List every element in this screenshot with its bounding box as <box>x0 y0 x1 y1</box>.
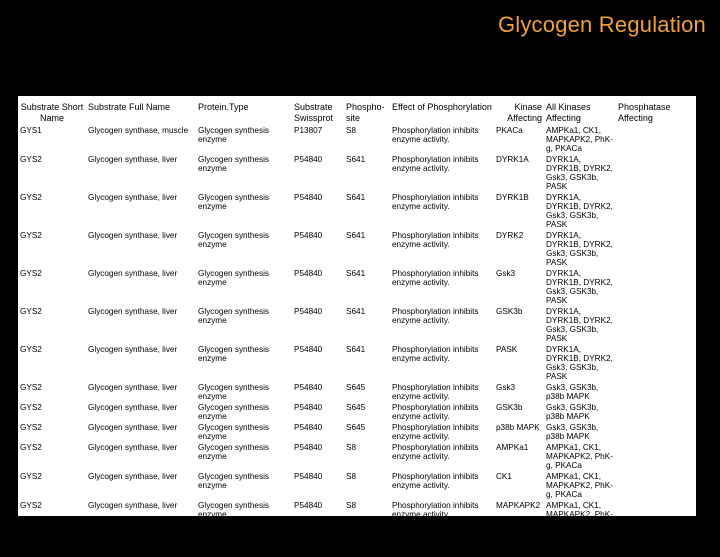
cell-short-name: GYS2 <box>20 345 42 354</box>
cell-phospho-site: S641 <box>346 345 366 354</box>
cell-phosphatase <box>616 191 696 229</box>
cell-short-name: GYS2 <box>20 155 42 164</box>
table-header-row <box>18 96 696 124</box>
table-body <box>18 124 696 557</box>
table-row <box>18 528 696 557</box>
table-row <box>18 153 696 191</box>
cell-protein-type: Glycogen synthesis enzyme <box>198 126 269 144</box>
table-row <box>18 229 696 267</box>
cell-swissprot: P54840 <box>294 345 323 354</box>
cell-kinase: PhK-g <box>496 530 519 539</box>
cell-kinase: Gsk3 <box>496 383 516 392</box>
slide-title: Glycogen Regulation <box>497 12 706 37</box>
cell-phosphatase <box>616 124 696 153</box>
cell-all-kinases: AMPKa1, CK1, MAPKAPK2, PhK-g, PKACa <box>546 443 613 470</box>
cell-phosphatase <box>616 499 696 528</box>
cell-phospho-site: S645 <box>346 423 366 432</box>
cell-full-name: Glycogen synthase, liver <box>88 403 178 412</box>
cell-phosphatase <box>616 343 696 381</box>
cell-phosphatase <box>616 381 696 401</box>
cell-effect: Phosphorylation inhibits enzyme activity. <box>392 443 479 461</box>
cell-full-name: Glycogen synthase, liver <box>88 423 178 432</box>
table-row <box>18 470 696 499</box>
header-protein-type: Protein.Type <box>198 102 249 112</box>
cell-full-name: Glycogen synthase, liver <box>88 269 178 278</box>
cell-all-kinases: DYRK1A, DYRK1B, DYRK2, Gsk3, GSK3b, PASK <box>546 345 613 381</box>
cell-all-kinases: AMPKa1, CK1, MAPKAPK2, PhK-g, PKACa <box>546 501 613 528</box>
table-row <box>18 267 696 305</box>
cell-kinase: GSK3b <box>496 307 523 316</box>
cell-effect: Phosphorylation inhibits enzyme activity. <box>392 423 479 441</box>
cell-short-name: GYS2 <box>20 403 42 412</box>
cell-short-name: GYS2 <box>20 383 42 392</box>
cell-all-kinases: DYRK1A, DYRK1B, DYRK2, Gsk3, GSK3b, PASK <box>546 231 613 267</box>
cell-protein-type: Glycogen synthesis enzyme <box>198 501 269 519</box>
cell-kinase: GSK3b <box>496 403 523 412</box>
header-phosphatase: Phosphatase Affecting <box>618 102 671 123</box>
table-row <box>18 381 696 401</box>
cell-short-name: GYS2 <box>20 501 42 510</box>
cell-effect: Phosphorylation inhibits enzyme activity. <box>392 383 479 401</box>
cell-all-kinases: Gsk3, GSK3b, p38b MAPK <box>546 423 599 441</box>
cell-swissprot: P54840 <box>294 231 323 240</box>
header-short-name: Substrate Short Name <box>20 102 84 123</box>
cell-swissprot: P54840 <box>294 403 323 412</box>
cell-full-name: Glycogen synthase, liver <box>88 307 178 316</box>
cell-effect: Phosphorylation inhibits enzyme activity. <box>392 126 479 144</box>
table-row <box>18 421 696 441</box>
table-row <box>18 441 696 470</box>
cell-phospho-site: S641 <box>346 155 366 164</box>
cell-kinase: AMPKa1 <box>496 443 529 452</box>
cell-protein-type: Glycogen synthesis enzyme <box>198 155 269 173</box>
cell-all-kinases: Gsk3, GSK3b, p38b MAPK <box>546 403 599 421</box>
cell-full-name: Glycogen synthase, liver <box>88 472 178 481</box>
cell-swissprot: P13807 <box>294 126 323 135</box>
cell-effect: Phosphorylation inhibits enzyme activity. <box>392 231 479 249</box>
cell-short-name: GYS2 <box>20 269 42 278</box>
cell-protein-type: Glycogen synthesis enzyme <box>198 530 269 548</box>
cell-kinase: PKACa <box>496 126 523 135</box>
cell-swissprot: P54840 <box>294 383 323 392</box>
cell-swissprot: P54840 <box>294 269 323 278</box>
cell-protein-type: Glycogen synthesis enzyme <box>198 423 269 441</box>
cell-phospho-site: S8 <box>346 472 357 481</box>
cell-protein-type: Glycogen synthesis enzyme <box>198 193 269 211</box>
cell-short-name: GYS2 <box>20 472 42 481</box>
cell-kinase: p38b MAPK <box>496 423 540 432</box>
cell-kinase: DYRK1A <box>496 155 529 164</box>
cell-protein-type: Glycogen synthesis enzyme <box>198 269 269 287</box>
header-phospho-site: Phospho-site <box>346 102 385 123</box>
cell-protein-type: Glycogen synthesis enzyme <box>198 472 269 490</box>
cell-phosphatase <box>616 267 696 305</box>
cell-all-kinases: Gsk3, GSK3b, p38b MAPK <box>546 383 599 401</box>
cell-short-name: GYS2 <box>20 443 42 452</box>
cell-effect: Phosphorylation inhibits enzyme activity. <box>392 501 479 519</box>
cell-short-name: GYS2 <box>20 193 42 202</box>
table-row <box>18 401 696 421</box>
cell-short-name: GYS2 <box>20 307 42 316</box>
cell-full-name: Glycogen synthase, liver <box>88 530 178 539</box>
header-kinase: Kinase Affecting <box>507 102 542 123</box>
cell-full-name: Glycogen synthase, liver <box>88 501 178 510</box>
table-row <box>18 124 696 153</box>
header-full-name: Substrate Full Name <box>88 102 171 112</box>
cell-swissprot: P54840 <box>294 443 323 452</box>
cell-full-name: Glycogen synthase, liver <box>88 443 178 452</box>
cell-full-name: Glycogen synthase, muscle <box>88 126 189 135</box>
cell-phospho-site: S8 <box>346 501 357 510</box>
cell-phosphatase <box>616 528 696 557</box>
cell-swissprot: P54840 <box>294 155 323 164</box>
cell-phosphatase <box>616 153 696 191</box>
cell-protein-type: Glycogen synthesis enzyme <box>198 383 269 401</box>
cell-effect: Phosphorylation inhibits enzyme activity. <box>392 155 479 173</box>
cell-phosphatase <box>616 441 696 470</box>
cell-effect: Phosphorylation inhibits enzyme activity. <box>392 193 479 211</box>
cell-effect: Phosphorylation inhibits enzyme activity. <box>392 307 479 325</box>
cell-swissprot: P54840 <box>294 472 323 481</box>
cell-kinase: DYRK2 <box>496 231 524 240</box>
cell-effect: Phosphorylation inhibits enzyme activity. <box>392 472 479 490</box>
cell-phospho-site: S641 <box>346 193 366 202</box>
cell-all-kinases: DYRK1A, DYRK1B, DYRK2, Gsk3, GSK3b, PASK <box>546 269 613 305</box>
cell-protein-type: Glycogen synthesis enzyme <box>198 443 269 461</box>
header-swissprot: Substrate Swissprot <box>294 102 334 123</box>
cell-all-kinases: AMPKa1, CK1, MAPKAPK2, PhK-g, PKACa <box>546 530 613 557</box>
cell-full-name: Glycogen synthase, liver <box>88 155 178 164</box>
cell-phosphatase <box>616 470 696 499</box>
cell-swissprot: P54840 <box>294 423 323 432</box>
cell-kinase: Gsk3 <box>496 269 516 278</box>
cell-phospho-site: S641 <box>346 269 366 278</box>
cell-all-kinases: DYRK1A, DYRK1B, DYRK2, Gsk3, GSK3b, PASK <box>546 307 613 343</box>
cell-all-kinases: DYRK1A, DYRK1B, DYRK2, Gsk3, GSK3b, PASK <box>546 193 613 229</box>
cell-phospho-site: S645 <box>346 383 366 392</box>
cell-all-kinases: DYRK1A, DYRK1B, DYRK2, Gsk3, GSK3b, PASK <box>546 155 613 191</box>
cell-phosphatase <box>616 401 696 421</box>
cell-full-name: Glycogen synthase, liver <box>88 193 178 202</box>
cell-phospho-site: S641 <box>346 307 366 316</box>
cell-phospho-site: S641 <box>346 231 366 240</box>
cell-phosphatase <box>616 229 696 267</box>
cell-kinase: MAPKAPK2 <box>496 501 541 510</box>
cell-protein-type: Glycogen synthesis enzyme <box>198 345 269 363</box>
cell-effect: Phosphorylation inhibits enzyme activity. <box>392 269 479 287</box>
table-row <box>18 305 696 343</box>
cell-full-name: Glycogen synthase, liver <box>88 345 178 354</box>
table-row <box>18 343 696 381</box>
cell-kinase: PASK <box>496 345 518 354</box>
cell-full-name: Glycogen synthase, liver <box>88 383 178 392</box>
cell-effect: Phosphorylation inhibits enzyme activity. <box>392 345 479 363</box>
header-all-kinases: All Kinases Affecting <box>546 102 591 123</box>
cell-kinase: CK1 <box>496 472 512 481</box>
cell-phospho-site: S8 <box>346 530 357 539</box>
cell-protein-type: Glycogen synthesis enzyme <box>198 403 269 421</box>
header-effect: Effect of Phosphorylation <box>392 102 492 112</box>
cell-phosphatase <box>616 305 696 343</box>
cell-all-kinases: AMPKa1, CK1, MAPKAPK2, PhK-g, PKACa <box>546 126 613 153</box>
cell-swissprot: P54840 <box>294 501 323 510</box>
cell-phospho-site: S8 <box>346 126 357 135</box>
substrate-table-container <box>18 96 696 557</box>
cell-full-name: Glycogen synthase, liver <box>88 231 178 240</box>
cell-phospho-site: S645 <box>346 403 366 412</box>
cell-phospho-site: S8 <box>346 443 357 452</box>
cell-swissprot: P54840 <box>294 193 323 202</box>
substrate-table <box>18 96 696 557</box>
cell-short-name: GYS2 <box>20 423 42 432</box>
cell-swissprot: P54840 <box>294 530 323 539</box>
cell-all-kinases: AMPKa1, CK1, MAPKAPK2, PhK-g, PKACa <box>546 472 613 499</box>
table-row <box>18 191 696 229</box>
cell-kinase: DYRK1B <box>496 193 529 202</box>
table-row <box>18 499 696 528</box>
cell-effect: Phosphorylation inhibits enzyme activity. <box>392 403 479 421</box>
cell-short-name: GYS1 <box>20 126 42 135</box>
cell-short-name: GYS2 <box>20 530 42 539</box>
cell-protein-type: Glycogen synthesis enzyme <box>198 307 269 325</box>
cell-effect: Phosphorylation inhibits enzyme activity. <box>392 530 479 548</box>
cell-swissprot: P54840 <box>294 307 323 316</box>
cell-protein-type: Glycogen synthesis enzyme <box>198 231 269 249</box>
cell-phosphatase <box>616 421 696 441</box>
cell-short-name: GYS2 <box>20 231 42 240</box>
